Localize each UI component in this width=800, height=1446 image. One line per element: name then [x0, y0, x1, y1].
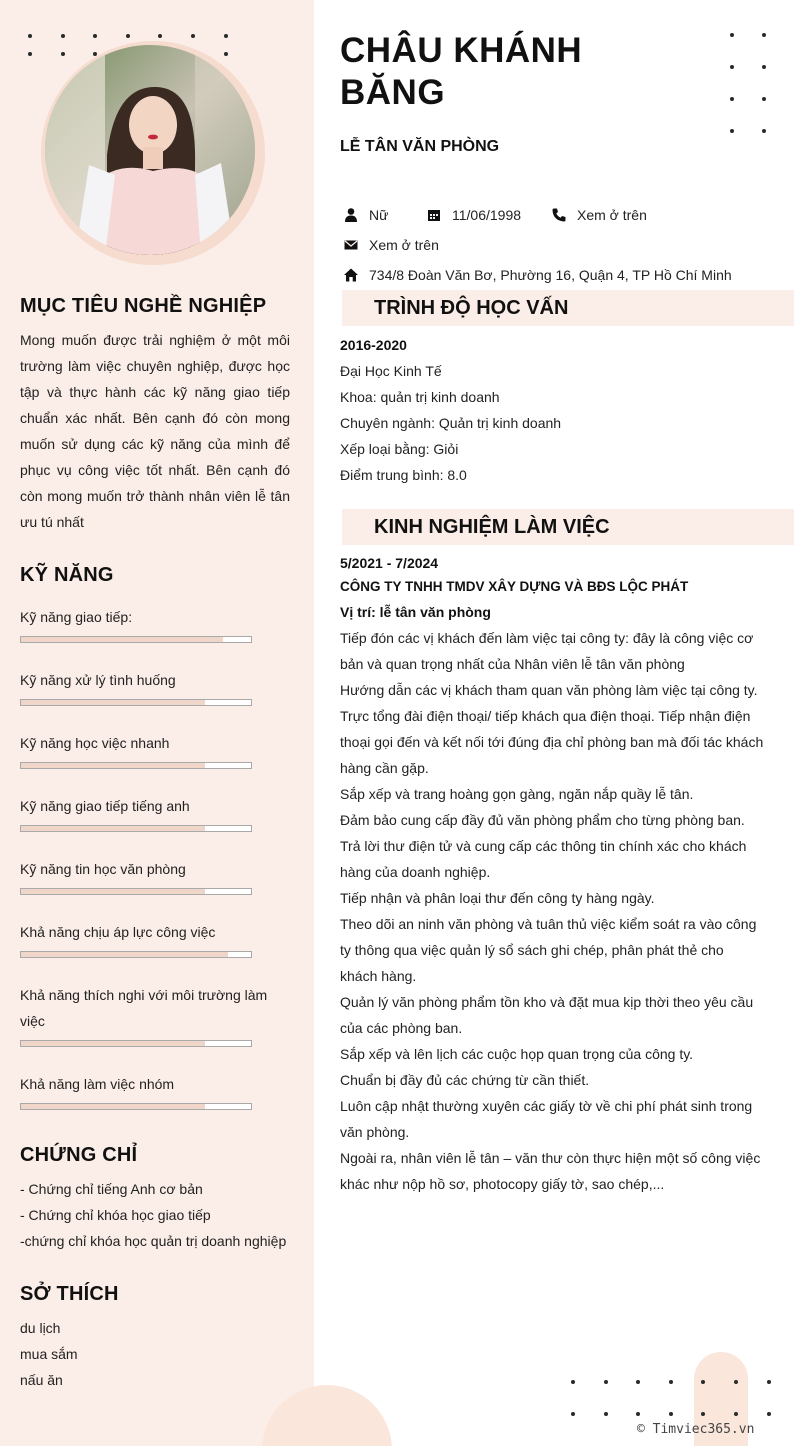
education-line: Điểm trung bình: 8.0: [340, 467, 467, 483]
dob-info: [426, 207, 521, 223]
dot: [730, 65, 734, 69]
dot: [767, 1412, 771, 1416]
skill-level-bar: [20, 636, 252, 643]
dot: [224, 52, 228, 56]
skill-item: [20, 1071, 290, 1097]
skill-item: [20, 604, 290, 630]
dot: [571, 1412, 575, 1416]
sidebar: [0, 0, 314, 1446]
skill-level-fill: [21, 889, 205, 894]
skill-level-bar: [20, 699, 252, 706]
education-line: Khoa: quản trị kinh doanh: [340, 389, 500, 405]
dot-pattern-top-right: [730, 33, 794, 133]
dot: [730, 33, 734, 37]
education-body: [340, 332, 764, 488]
skill-label: Kỹ năng giao tiếp:: [20, 609, 133, 625]
dot: [636, 1412, 640, 1416]
phone-value: Xem ở trên: [577, 207, 647, 223]
duty-item: Sắp xếp và lên lịch các cuộc họp quan trọng của công ty.: [340, 1046, 694, 1062]
skills-title: KỸ NĂNG: [20, 564, 114, 586]
certificate-item: -chứng chỉ khóa học quản trị doanh nghiệp: [20, 1233, 287, 1249]
phone-icon: [551, 207, 567, 223]
dot: [61, 34, 65, 38]
hobby-item: du lịch: [20, 1320, 61, 1336]
skill-label: Kỹ năng xử lý tình huống: [20, 672, 176, 688]
dot: [636, 1380, 640, 1384]
dot: [571, 1380, 575, 1384]
certificate-item: - Chứng chỉ khóa học giao tiếp: [20, 1207, 211, 1223]
dot: [669, 1412, 673, 1416]
dot: [191, 34, 195, 38]
skill-level-fill: [21, 1041, 205, 1046]
address-info: [343, 267, 732, 283]
hobby-item: nấu ăn: [20, 1372, 63, 1388]
hobby-item: mua sắm: [20, 1346, 78, 1362]
skill-level-bar: [20, 1103, 252, 1110]
duty-item: Hướng dẫn các vị khách tham quan văn phòng làm việc tại công ty.: [340, 682, 758, 698]
dot: [604, 1380, 608, 1384]
dot: [730, 129, 734, 133]
dot: [158, 34, 162, 38]
gender-value: Nữ: [369, 207, 389, 223]
skill-level-fill: [21, 826, 205, 831]
dot: [730, 97, 734, 101]
dot: [28, 34, 32, 38]
skill-level-bar: [20, 951, 252, 958]
education-line: Chuyên ngành: Quản trị kinh doanh: [340, 415, 562, 431]
duty-item: Chuẩn bị đầy đủ các chứng từ cần thiết.: [340, 1072, 590, 1088]
duty-item: Tiếp đón các vị khách đến làm việc tại công ty: đây là công việc cơ bản và quan trọng nhất của Nhân viên lễ tân văn phòng: [340, 630, 754, 672]
dot: [126, 34, 130, 38]
skill-label: Khả năng thích nghi với môi trường làm việc: [20, 987, 268, 1029]
skill-level-fill: [21, 1104, 205, 1109]
dot-pattern-bottom-right: [571, 1380, 799, 1416]
dot: [762, 97, 766, 101]
skill-label: Kỹ năng học việc nhanh: [20, 735, 170, 751]
duty-item: Tiếp nhận và phân loại thư đến công ty hàng ngày.: [340, 890, 655, 906]
dot: [762, 65, 766, 69]
skill-level-bar: [20, 888, 252, 895]
skill-item: [20, 730, 290, 756]
certificate-item: - Chứng chỉ tiếng Anh cơ bản: [20, 1181, 203, 1197]
experience-title: KINH NGHIỆM LÀM VIỆC: [374, 516, 610, 538]
address-value: 734/8 Đoàn Văn Bơ, Phường 16, Quận 4, TP Hồ Chí Minh: [369, 267, 732, 283]
experience-body: [340, 551, 764, 1197]
education-line: Xếp loại bằng: Giỏi: [340, 441, 459, 457]
objective-title: MỤC TIÊU NGHỀ NGHIỆP: [20, 295, 267, 317]
experience-company: CÔNG TY TNHH TMDV XÂY DỰNG VÀ BĐS LỘC PHÁT: [340, 579, 689, 594]
skill-level-bar: [20, 825, 252, 832]
skill-level-fill: [21, 952, 228, 957]
experience-header: [342, 509, 794, 545]
user-icon: [343, 207, 359, 223]
dot: [669, 1380, 673, 1384]
calendar-icon: [426, 207, 442, 223]
education-period: 2016-2020: [340, 337, 407, 353]
objective-text: Mong muốn được trải nghiệm ở một môi trường làm việc chuyên nghiệp, được học tập và thực hành các kỹ năng giao tiếp chuẩn xác nhất. Bên cạnh đó còn mong muốn sử dụng các kỹ năng của mình để phục vụ công việc tốt nhất. Bên cạnh đó còn mong muốn trở thành nhân viên lễ tân ưu tú nhất: [20, 332, 290, 530]
duty-item: Luôn cập nhật thường xuyên các giấy tờ về chi phí phát sinh trong văn phòng.: [340, 1098, 753, 1140]
skill-level-fill: [21, 763, 205, 768]
education-title: TRÌNH ĐỘ HỌC VẤN: [374, 297, 569, 319]
experience-period: 5/2021 - 7/2024: [340, 555, 439, 571]
duty-item: Trực tổng đài điện thoại/ tiếp khách qua điện thoại. Tiếp nhận điện thoại gọi đến và kết nối tới đúng địa chỉ phòng ban mà đối tác khách hàng cần gặp.: [340, 708, 764, 776]
dot: [767, 1380, 771, 1384]
skill-item: [20, 793, 290, 819]
duty-item: Quản lý văn phòng phẩm tồn kho và đặt mua kịp thời theo yêu cầu của các phòng ban.: [340, 994, 754, 1036]
mail-icon: [343, 237, 359, 253]
skill-level-bar: [20, 762, 252, 769]
dob-value: 11/06/1998: [452, 207, 522, 223]
dot: [701, 1380, 705, 1384]
experience-position: Vị trí: lễ tân văn phòng: [340, 604, 491, 620]
avatar: [45, 45, 255, 255]
home-icon: [343, 267, 359, 283]
duty-item: Ngoài ra, nhân viên lễ tân – văn thư còn thực hiện một số công việc khác như nộp hồ sơ, photocopy giấy tờ, sao chép,...: [340, 1150, 761, 1192]
candidate-title: LỄ TÂN VĂN PHÒNG: [340, 138, 500, 155]
dot: [61, 52, 65, 56]
duty-item: Trả lời thư điện tử và cung cấp các thông tin chính xác cho khách hàng của doanh nghiệp.: [340, 838, 747, 880]
education-line: Đại Học Kinh Tế: [340, 363, 442, 379]
dot: [762, 33, 766, 37]
duty-item: Sắp xếp và trang hoàng gọn gàng, ngăn nắp quầy lễ tân.: [340, 786, 694, 802]
skill-item: [20, 856, 290, 882]
skill-label: Kỹ năng giao tiếp tiếng anh: [20, 798, 190, 814]
education-header: [342, 290, 794, 326]
gender-info: [343, 207, 388, 223]
certificates-title: CHỨNG CHỈ: [20, 1144, 138, 1166]
duty-item: Đảm bảo cung cấp đầy đủ văn phòng phẩm cho từng phòng ban.: [340, 812, 745, 828]
skill-level-bar: [20, 1040, 252, 1047]
skill-label: Kỹ năng tin học văn phòng: [20, 861, 186, 877]
dot: [701, 1412, 705, 1416]
skill-label: Khả năng chịu áp lực công việc: [20, 924, 216, 940]
phone-info: [551, 207, 647, 223]
dot: [734, 1412, 738, 1416]
email-info: [343, 237, 439, 253]
skill-item: [20, 919, 290, 945]
dot: [224, 34, 228, 38]
duties-list: [340, 625, 764, 1197]
dot: [604, 1412, 608, 1416]
dot: [762, 129, 766, 133]
candidate-name: CHÂU KHÁNH BĂNG: [340, 31, 583, 112]
email-value: Xem ở trên: [369, 237, 439, 253]
skill-item: [20, 667, 290, 693]
dot: [28, 52, 32, 56]
hobbies-list: [20, 1315, 290, 1393]
dot: [93, 34, 97, 38]
duty-item: Theo dõi an ninh văn phòng và tuân thủ việc kiểm soát ra vào công ty thông qua việc quản lý sổ sách ghi chép, phân phát thẻ cho khách hàng.: [340, 916, 757, 984]
skill-level-fill: [21, 637, 223, 642]
footer-watermark: © Timviec365.vn: [637, 1422, 755, 1437]
skill-level-fill: [21, 700, 205, 705]
certificates-list: [20, 1176, 290, 1254]
hobbies-title: SỞ THÍCH: [20, 1283, 119, 1305]
skill-item: [20, 982, 290, 1034]
dot: [734, 1380, 738, 1384]
skill-label: Khả năng làm việc nhóm: [20, 1076, 175, 1092]
